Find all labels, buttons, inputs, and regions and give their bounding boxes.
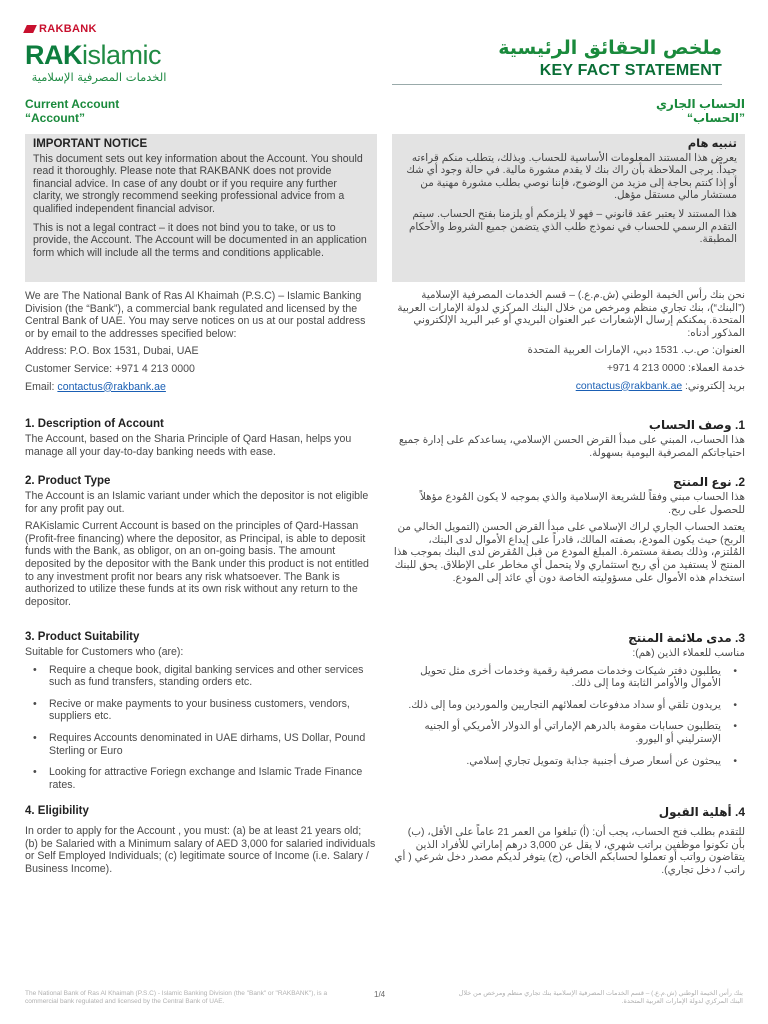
section-eligibility-ar	[392, 805, 745, 882]
product-line-2-ar: ”الحساب“	[686, 111, 745, 125]
product-name-ar	[392, 97, 745, 125]
rakislamic-logo	[25, 40, 161, 70]
list-item: • يطلبون دفتر شيكات وخدمات مصرفية رقمية وخدمات أخرى مثل تحويل الأموال والأوامر الثابتة وما إلى ذلك.	[392, 666, 745, 691]
footer-disclaimer-ar: بنك رأس الخيمة الوطني (ش.م.ع.) – قسم الخدمات المصرفية الإسلامية بنك تجاري منظم ومرخص من خلال البنك المركزي لدولة الإمارات العربية المتحدة.	[458, 990, 743, 1005]
suitability-list-ar	[392, 666, 745, 769]
section-text-ar: يعتمد الحساب الجاري لراك الإسلامي على مبدأ القرض الحسن (التمويل الخالي من الربح) حيث يكون المودع، بصفته المالك، قادراً على إيداع الأموال لدى البنك، المُلتزم، وذلك بصفة مستمرة. المبلغ المودع من قبل المُقرض لدى البنك بموجب هذا المنتج لا يستفيد من أي ربح استثماري ولا يتحمل أي مخاطر على الإطلاق. يحق للبنك استخدام هذه الأموال على مسؤوليته الخاصة دون أي عائد إلى المودع.	[393, 522, 745, 584]
important-notice	[25, 134, 377, 282]
section-text: In order to apply for the Account , you must: (a) be at least 21 years old; (b) be Salaried with a Minimum salary of AED 3,000 for salaried individuals or Self Employed Individuals; (c) legitimate source of Income (i.e. Salary / Business Income).	[25, 825, 376, 875]
notice-paragraph-1-ar: يعرض هذا المستند المعلومات الأساسية للحساب. وبذلك، يتطلب منكم قراءته جيداً. يرجى الملاحظة بأن راك بنك لا يقدم مشورة مالية. في حالة وجود أي شك أو إذا كنتم بحاجة إلى مزيد من الوضوح، فإننا نوصي بطلب مشورة مهنية من مستشار مالي مستقل مؤهل.	[406, 152, 737, 202]
section-title: 2. Product Type	[25, 475, 111, 487]
section-title-ar: 2. نوع المنتج	[672, 475, 745, 489]
section-text: The Account, based on the Sharia Principle of Qard Hasan, helps you manage all your day-to-day banking needs with ease.	[25, 433, 352, 458]
brand-islamic: islamic	[82, 40, 162, 70]
section-text: RAKislamic Current Account is based on the principles of Qard-Hassan (Profit-free financing) where the depositor, as Principal, is able to deposit funds with the Bank, as obligor, on an on-going basis. The amount deposited by the depositor with the Bank under this product is not entitled to any investment profit nor bears any risk whatsoever. The Bank is authorized to utilize these funds at its own risk without any return to the depositor.	[25, 520, 369, 608]
rakbank-logo-text: RAKBANK	[39, 23, 97, 35]
email-label-ar: بريد إلكتروني:	[682, 380, 745, 392]
notice-paragraph-1: This document sets out key information about the Account. You should read it thoroughly. Please note that RAKBANK does not provide financial advice. In case of any doubt or if you require any further clarity, we strongly recommend seeking professional advice from a qualified independent financial advisor.	[33, 152, 363, 215]
suitability-list	[25, 664, 377, 792]
page-number: 1/4	[374, 990, 386, 999]
email-link[interactable]: contactus@rakbank.ae	[57, 380, 166, 393]
section-description-ar	[392, 418, 745, 465]
product-name-en	[25, 97, 377, 125]
rakbank-logo	[25, 23, 97, 35]
intro-ar	[392, 290, 745, 398]
list-item: • Requires Accounts denominated in UAE dirhams, US Dollar, Pound Sterling or Euro	[25, 732, 377, 757]
address: Address: P.O. Box 1531, Dubai, UAE	[25, 345, 199, 358]
list-item: • Require a cheque book, digital banking services and other services such as fund transfers, standing orders etc.	[25, 664, 377, 689]
section-text-ar: للتقدم بطلب فتح الحساب، يجب أن: (أ) تبلغوا من العمر 21 عاماً على الأقل، (ب) بأن تكونوا موظفين براتب شهري، لا يقل عن 3,000 درهم إماراتي للأفراد الذين يتقاضون رواتب أو تعملوا لحسابكم الخاص، (ج) يتوفر لديكم مصدر دخل شرعي ( أي راتب / دخل تجاري).	[394, 827, 745, 876]
section-text-ar: هذا الحساب، المبني على مبدأ القرض الحسن الإسلامي، يساعدكم على إدارة جميع احتياجاتكم المصرفية اليومية بسهولة.	[398, 435, 745, 459]
email-line-ar	[392, 381, 745, 394]
section-suitability	[25, 631, 377, 800]
address-ar: العنوان: ص.ب. 1531 دبي، الإمارات العربية المتحدة	[527, 345, 745, 357]
section-text: The Account is an Islamic variant under which the depositor is not eligible for any profit pay out.	[25, 490, 369, 515]
list-item: • يريدون تلقي أو سداد مدفوعات لعملائهم التجاريين والموردين وما إلى ذلك.	[392, 700, 745, 713]
section-suitability-ar	[392, 631, 745, 777]
footer-disclaimer: The National Bank of Ras Al Khaimah (P.S.C) - Islamic Banking Division (the "Bank" or "RAKBANK"), is a commercial bank regulated and licensed by the Central Bank of UAE.	[25, 990, 328, 1005]
list-item: • يتطلبون حسابات مقومة بالدرهم الإماراتي أو الدولار الأمريكي أو الجنيه الإسترليني أو اليورو.	[392, 721, 745, 746]
intro-paragraph: We are The National Bank of Ras Al Khaimah (P.S.C) – Islamic Banking Division (the “Bank”), a commercial bank regulated and licensed by the Central Bank of UAE. You may serve notices on us at our postal address or by email to the addresses specified below:	[25, 290, 366, 340]
list-item: • Looking for attractive Foriegn exchange and Islamic Trade Finance rates.	[25, 766, 377, 791]
customer-service: Customer Service: +971 4 213 0000	[25, 362, 195, 375]
notice-title: IMPORTANT NOTICE	[33, 138, 148, 150]
section-title: 3. Product Suitability	[25, 631, 140, 643]
section-product-type-ar	[392, 475, 745, 590]
section-title: 4. Eligibility	[25, 805, 89, 817]
product-line-2: “Account”	[25, 111, 85, 125]
brand-arabic: الخدمات المصرفية الإسلامية	[31, 70, 167, 84]
section-title-ar: 4. أهلية القبول	[658, 805, 745, 819]
brand-rak: RAK	[25, 40, 82, 70]
intro-en	[25, 290, 377, 398]
notice-paragraph-2-ar: هذا المستند لا يعتبر عقد قانوني – فهو لا يلزمكم أو يلزمنا بفتح الحساب. سيتم التقدم الرسمي للحساب في نموذج طلب الذي يتضمن جميع الشروط والأحكام المطبقة.	[409, 208, 737, 246]
product-line-1: Current Account	[25, 97, 120, 111]
important-notice-ar	[392, 134, 745, 282]
email-link-ar[interactable]: contactus@rakbank.ae	[575, 380, 683, 392]
section-product-type	[25, 475, 377, 613]
list-item: • Recive or make payments to your business customers, vendors, suppliers etc.	[25, 698, 377, 723]
section-text-ar: هذا الحساب مبني وفقاً للشريعة الإسلامية والذي بموجبه لا يكون المُودع مؤهلاً للحصول على ربح.	[419, 492, 745, 516]
section-description	[25, 418, 377, 463]
email-line	[25, 381, 377, 394]
intro-paragraph-ar: نحن بنك رأس الخيمة الوطني (ش.م.ع.) – قسم الخدمات المصرفية الإسلامية (”البنك“)، بنك تجاري منظم ومرخص من خلال البنك المركزي لدولة الإمارات العربية المتحدة. يمكنكم إرسال الإشعارات عبر العنوان البريدي أو عبر البريد الإلكتروني المذكور أدناه:	[397, 290, 745, 339]
page-title-arabic: ملخص الحقائق الرئيسية	[498, 37, 722, 59]
suitability-intro-ar: مناسب للعملاء الذين (هم):	[632, 648, 745, 659]
page-title: KEY FACT STATEMENT	[539, 62, 722, 79]
section-eligibility	[25, 805, 377, 880]
section-title-ar: 3. مدى ملائمة المنتج	[628, 631, 745, 645]
product-line-1-ar: الحساب الجاري	[655, 97, 745, 111]
title-divider	[392, 84, 722, 85]
customer-service-ar: خدمة العملاء: 0000 213 4 971+	[606, 362, 745, 374]
section-title-ar: 1. وصف الحساب	[648, 418, 745, 432]
suitability-intro: Suitable for Customers who (are):	[25, 646, 184, 658]
notice-paragraph-2: This is not a legal contract – it does not bind you to take, or us to provide, the Account. The Account will be documented in an application form which will include all the terms and conditions applicable.	[33, 221, 367, 259]
list-item: • يبحثون عن أسعار صرف أجنبية جذابة وتمويل تجاري إسلامي.	[392, 756, 745, 769]
section-title: 1. Description of Account	[25, 418, 164, 430]
email-label: Email:	[25, 380, 58, 393]
rakbank-mark-icon	[23, 25, 37, 33]
notice-title-ar: تنبيه هام	[687, 138, 737, 150]
